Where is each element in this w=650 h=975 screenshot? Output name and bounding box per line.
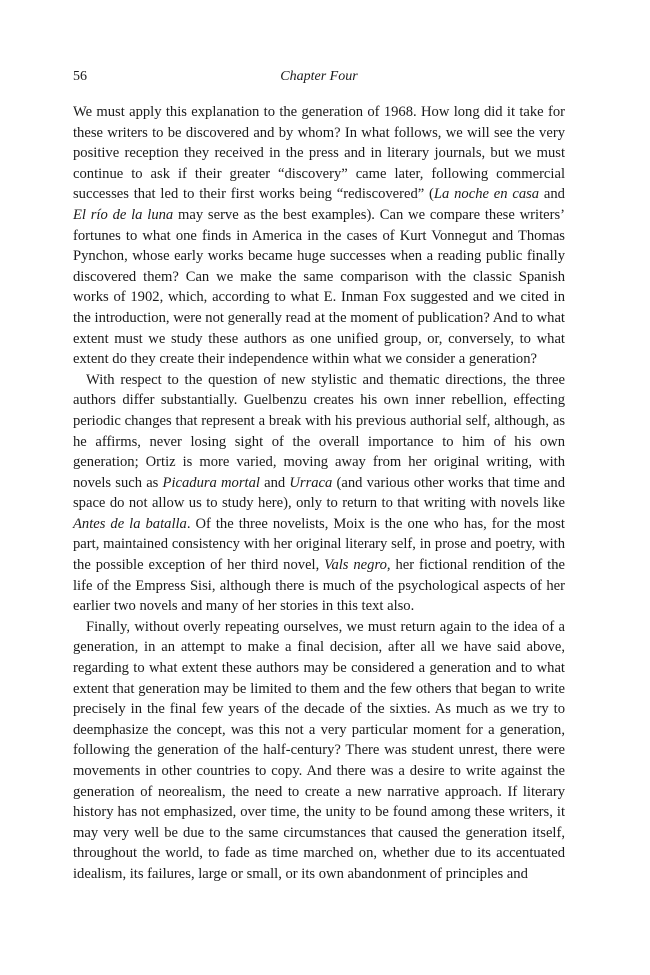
italic-title: Vals negro	[324, 557, 387, 574]
text-run: and	[259, 474, 290, 491]
text-run: may serve as the best examples). Can we compare these writers’ fortunes to what one finds in America in the cases of Kurt Vonnegut and Thomas Pynchon, whose early works became huge successes when a reading public finally discovered them? Can we make the same comparison with the classic Spanish works of 1902, which, according to what E. Inman Fox suggested and we cited in the introduction, were not generally read at the moment of publication? And to what extent must we study these authors as one unified group, or, conversely, to what extent do they create their independence within what we consider a generation?	[73, 206, 566, 368]
italic-title: Picadura mortal	[162, 474, 260, 491]
body-paragraph	[73, 370, 565, 617]
text-run: With respect to the question of new stylistic and thematic directions, the three authors differ substantially. Guelbenzu creates his own inner rebellion, effecting periodic changes that represent a break with his previous authorial self, although, as he affirms, never losing sight of the overall importance to him of his own generation; Ortiz is more varied, moving away from her original writing, with novels such as	[73, 371, 565, 491]
italic-title: Urraca	[289, 474, 333, 491]
text-run: , her fictional rendition of the life of the Empress Sisi, although there is much of the psychological aspects of her earlier two novels and many of her stories in this text also.	[73, 557, 566, 615]
page-number: 56	[73, 69, 87, 84]
running-head	[73, 66, 565, 88]
text-run: (and various other works that time and space do not allow us to study here), only to return to that writing with novels like	[73, 474, 565, 512]
body-paragraph	[73, 617, 565, 885]
italic-title: La noche en casa	[433, 186, 540, 203]
body-paragraph	[73, 102, 565, 370]
italic-title: El río de la luna	[73, 206, 174, 223]
body-text	[73, 102, 565, 885]
book-page	[73, 66, 565, 885]
text-run: Finally, without overly repeating ourselves, we must return again to the idea of a generation, in an attempt to make a final decision, after all we have said above, regarding to what extent these authors may be considered a generation and to what extent that generation may be limited to them and the few others that began to write precisely in the final few years of the decade of the sixties. As much as we try to deemphasize the concept, was this not a very particular moment for a generation, following the generation of the half-century? There was student unrest, there were movements in other countries to copy. And there was a desire to write against the generation of neorealism, the need to create a new narrative approach. If literary history has not emphasized, over time, the unity to be found among these writers, it may very well be due to the same circumstances that caused the generation itself, throughout the world, to fade as time marched on, whether due to its accentuated idealism, its failures, large or small, or its own abandonment of principles and	[73, 618, 565, 882]
chapter-title: Chapter Four	[280, 69, 358, 84]
italic-title: Antes de la batalla	[73, 515, 187, 532]
text-run: We must apply this explanation to the generation of 1968. How long did it take for these writers to be discovered and by whom? In what follows, we will see the very positive reception they received in the press and in literary journals, but we must continue to ask if their greater “discovery” came later, following commercial successes that led to their first works being “rediscovered” (	[73, 104, 565, 203]
text-run: . Of the three novelists, Moix is the one who has, for the most part, maintained consistency with her original literary self, in prose and poetry, with the possible exception of her third novel,	[73, 515, 565, 574]
text-run: and	[539, 186, 565, 203]
